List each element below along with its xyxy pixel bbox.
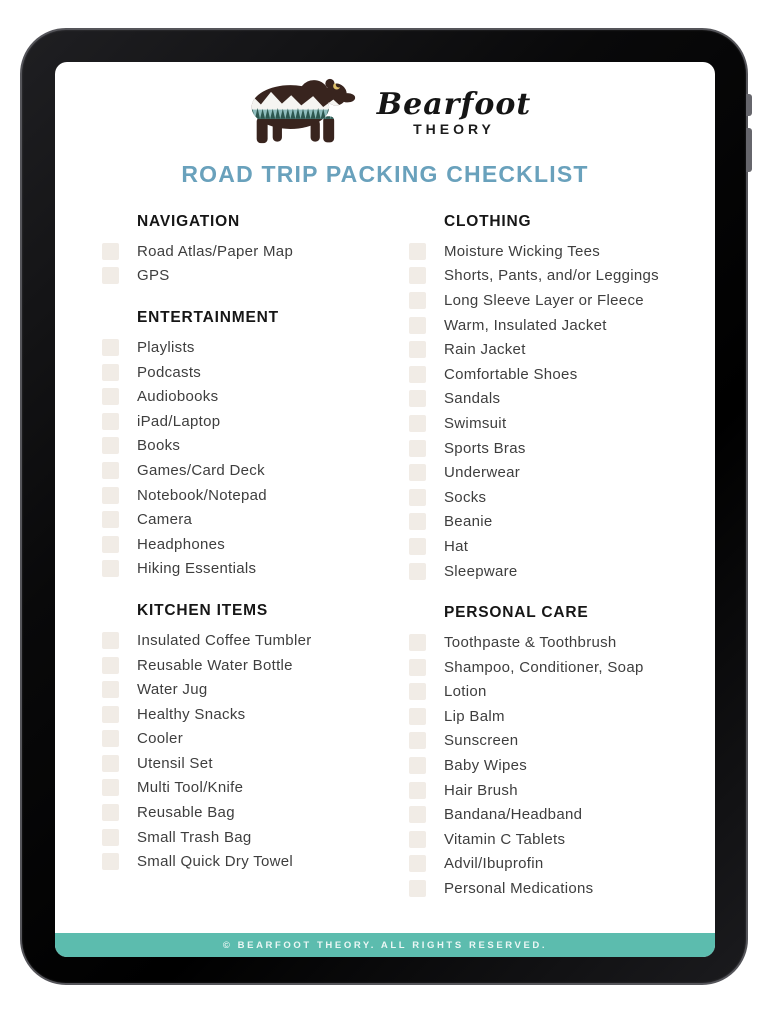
checklist-item — [102, 653, 409, 678]
checklist-item — [409, 655, 715, 680]
item-label: Personal Medications — [444, 880, 594, 898]
item-label: Sleepware — [444, 562, 518, 580]
checkbox-lip-balm[interactable] — [409, 708, 426, 725]
checklist-item — [102, 335, 409, 360]
checklist-item — [102, 800, 409, 825]
checkbox-healthy-snacks[interactable] — [102, 706, 119, 723]
checkbox-camera[interactable] — [102, 511, 119, 528]
checklist-item — [102, 727, 409, 752]
brand-name: Bearfoot — [376, 86, 532, 122]
checkbox-podcasts[interactable] — [102, 364, 119, 381]
checklist-item — [102, 409, 409, 434]
item-label: Hat — [444, 537, 469, 555]
checkbox-shampoo-conditioner-soap[interactable] — [409, 659, 426, 676]
checkbox-cooler[interactable] — [102, 730, 119, 747]
item-label: Podcasts — [137, 363, 202, 381]
item-label: Sandals — [444, 390, 501, 408]
page-title: ROAD TRIP PACKING CHECKLIST — [181, 161, 589, 187]
item-label: Road Atlas/Paper Map — [137, 242, 294, 260]
checkbox-ipad-laptop[interactable] — [102, 413, 119, 430]
checklist-item — [102, 702, 409, 727]
item-label: Long Sleeve Layer or Fleece — [444, 291, 644, 309]
checklist-item — [102, 507, 409, 532]
checkbox-sandals[interactable] — [409, 390, 426, 407]
item-label: Reusable Bag — [137, 804, 235, 822]
checklist-item — [409, 876, 715, 901]
checklist-item — [409, 436, 715, 461]
checkbox-long-sleeve-layer-or-fleece[interactable] — [409, 292, 426, 309]
checklist-item — [409, 729, 715, 754]
item-label: Camera — [137, 511, 193, 529]
item-label: Small Quick Dry Towel — [137, 853, 294, 871]
section-clothing — [409, 211, 715, 583]
item-label: Reusable Water Bottle — [137, 656, 293, 674]
checklist-column-right — [409, 211, 715, 920]
item-label: Hair Brush — [444, 781, 518, 799]
checkbox-reusable-bag[interactable] — [102, 804, 119, 821]
section-kitchen-items — [102, 600, 409, 874]
item-label: Warm, Insulated Jacket — [444, 316, 607, 334]
checklist-column-left — [102, 211, 409, 920]
item-label: Shorts, Pants, and/or Leggings — [444, 267, 659, 285]
checkbox-bandana-headband[interactable] — [409, 806, 426, 823]
section-navigation — [102, 211, 409, 288]
checklist-item — [409, 264, 715, 289]
item-label: GPS — [137, 267, 170, 285]
checklist-item — [409, 827, 715, 852]
checklist-item — [409, 313, 715, 338]
checkbox-gps[interactable] — [102, 267, 119, 284]
checkbox-hiking-essentials[interactable] — [102, 560, 119, 577]
tablet-screen — [55, 62, 715, 957]
checklist-item — [409, 559, 715, 584]
item-label: Playlists — [137, 338, 195, 356]
checklist-item — [409, 680, 715, 705]
volume-down-button — [746, 128, 752, 172]
brand-logo — [55, 75, 715, 145]
item-label: Advil/Ibuprofin — [444, 855, 544, 873]
checklist-item — [409, 852, 715, 877]
checkbox-books[interactable] — [102, 437, 119, 454]
checkbox-warm-insulated-jacket[interactable] — [409, 317, 426, 334]
checkbox-utensil-set[interactable] — [102, 755, 119, 772]
checklist-item — [409, 704, 715, 729]
item-label: Bandana/Headband — [444, 806, 583, 824]
checkbox-moisture-wicking-tees[interactable] — [409, 243, 426, 260]
checkbox-swimsuit[interactable] — [409, 415, 426, 432]
checkbox-toothpaste-toothbrush[interactable] — [409, 634, 426, 651]
item-label: Utensil Set — [137, 754, 213, 772]
item-label: Multi Tool/Knife — [137, 779, 244, 797]
checklist-item — [102, 434, 409, 459]
checklist-item — [409, 337, 715, 362]
checkbox-vitamin-c-tablets[interactable] — [409, 831, 426, 848]
section-personal-care — [409, 602, 715, 901]
section-heading: ENTERTAINMENT — [137, 309, 279, 327]
checklist-item — [102, 264, 409, 289]
volume-up-button — [746, 94, 752, 116]
item-label: Rain Jacket — [444, 341, 526, 359]
checklist-item — [102, 239, 409, 264]
checklist-item — [102, 776, 409, 801]
section-heading: NAVIGATION — [137, 213, 241, 230]
item-label: iPad/Laptop — [137, 412, 221, 430]
checkbox-water-jug[interactable] — [102, 681, 119, 698]
checkbox-hat[interactable] — [409, 538, 426, 555]
bear-mountain-logo-icon — [239, 70, 367, 150]
checkbox-reusable-water-bottle[interactable] — [102, 657, 119, 674]
checklist-item — [409, 485, 715, 510]
checkbox-notebook-notepad[interactable] — [102, 487, 119, 504]
item-label: Audiobooks — [137, 388, 219, 406]
checkbox-comfortable-shoes[interactable] — [409, 366, 426, 383]
checkbox-personal-medications[interactable] — [409, 880, 426, 897]
checkbox-beanie[interactable] — [409, 513, 426, 530]
checkbox-hair-brush[interactable] — [409, 782, 426, 799]
checkbox-games-card-deck[interactable] — [102, 462, 119, 479]
checkbox-underwear[interactable] — [409, 464, 426, 481]
checklist-item — [409, 534, 715, 559]
checklist-item — [409, 802, 715, 827]
item-label: Cooler — [137, 730, 183, 748]
checklist-item — [409, 288, 715, 313]
item-label: Shampoo, Conditioner, Soap — [444, 658, 644, 676]
checklist-item — [409, 239, 715, 264]
checklist-item — [409, 510, 715, 535]
item-label: Headphones — [137, 535, 226, 553]
checkbox-insulated-coffee-tumbler[interactable] — [102, 632, 119, 649]
section-heading: KITCHEN ITEMS — [137, 602, 268, 620]
item-label: Hiking Essentials — [137, 560, 257, 578]
item-label: Vitamin C Tablets — [444, 830, 566, 848]
checklist-item — [409, 630, 715, 655]
checklist-item — [409, 460, 715, 485]
checkbox-headphones[interactable] — [102, 536, 119, 553]
checklist-item — [102, 751, 409, 776]
section-heading: CLOTHING — [444, 213, 532, 230]
section-heading: PERSONAL CARE — [444, 604, 589, 622]
checklist-item — [102, 532, 409, 557]
checkbox-multi-tool-knife[interactable] — [102, 779, 119, 796]
item-label: Underwear — [444, 464, 521, 482]
item-label: Notebook/Notepad — [137, 486, 267, 504]
item-label: Healthy Snacks — [137, 705, 246, 723]
checklist-item — [409, 411, 715, 436]
checkbox-sports-bras[interactable] — [409, 440, 426, 457]
item-label: Beanie — [444, 513, 493, 531]
item-label: Baby Wipes — [444, 757, 528, 775]
brand-word: THEORY — [413, 120, 495, 137]
footer-bar — [55, 933, 715, 957]
checklist-item — [102, 557, 409, 582]
checklist-item — [409, 387, 715, 412]
checkbox-sleepware[interactable] — [409, 563, 426, 580]
item-label: Swimsuit — [444, 414, 507, 432]
checkbox-baby-wipes[interactable] — [409, 757, 426, 774]
checkbox-socks[interactable] — [409, 489, 426, 506]
item-label: Insulated Coffee Tumbler — [137, 631, 312, 649]
checkbox-audiobooks[interactable] — [102, 388, 119, 405]
copyright-text: © BEARFOOT THEORY. ALL RIGHTS RESERVED. — [222, 939, 548, 951]
checklist-item — [102, 825, 409, 850]
item-label: Comfortable Shoes — [444, 365, 578, 383]
item-label: Lip Balm — [444, 707, 505, 725]
checkbox-road-atlas-paper-map[interactable] — [102, 243, 119, 260]
checklist-item — [102, 849, 409, 874]
checkbox-small-trash-bag[interactable] — [102, 829, 119, 846]
item-label: Games/Card Deck — [137, 461, 265, 479]
checkbox-shorts-pants-and-or-leggings[interactable] — [409, 267, 426, 284]
item-label: Books — [137, 437, 181, 455]
item-label: Water Jug — [137, 681, 208, 699]
item-label: Small Trash Bag — [137, 828, 252, 846]
checkbox-playlists[interactable] — [102, 339, 119, 356]
checklist-item — [102, 677, 409, 702]
item-label: Lotion — [444, 683, 487, 701]
item-label: Moisture Wicking Tees — [444, 242, 601, 260]
checkbox-lotion[interactable] — [409, 683, 426, 700]
checklist-item — [409, 778, 715, 803]
checkbox-rain-jacket[interactable] — [409, 341, 426, 358]
checklist-item — [409, 362, 715, 387]
checklist-item — [102, 384, 409, 409]
checklist — [55, 211, 715, 920]
checkbox-advil-ibuprofin[interactable] — [409, 855, 426, 872]
checklist-item — [102, 458, 409, 483]
item-label: Sunscreen — [444, 732, 519, 750]
checkbox-sunscreen[interactable] — [409, 732, 426, 749]
item-label: Toothpaste & Toothbrush — [444, 634, 617, 652]
checklist-item — [409, 753, 715, 778]
checklist-item — [102, 483, 409, 508]
checklist-item — [102, 360, 409, 385]
section-entertainment — [102, 307, 409, 581]
item-label: Sports Bras — [444, 439, 526, 457]
item-label: Socks — [444, 488, 487, 506]
checklist-item — [102, 628, 409, 653]
tablet-frame — [20, 28, 748, 985]
checkbox-small-quick-dry-towel[interactable] — [102, 853, 119, 870]
